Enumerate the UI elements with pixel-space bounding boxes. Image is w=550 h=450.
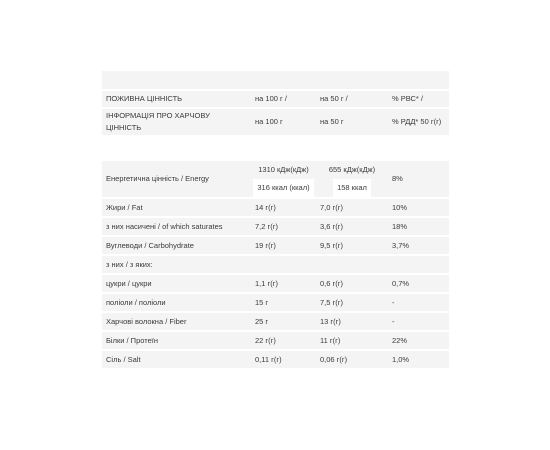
- table-row: [102, 161, 449, 199]
- table-spacer: [102, 137, 449, 161]
- table-cell: [316, 256, 388, 273]
- table-cell: [388, 256, 449, 273]
- header-cell: на 100 г /: [255, 94, 287, 103]
- table-cell: 10%: [392, 202, 408, 212]
- table-cell: [388, 71, 449, 89]
- table-cell: 0,6 г(г): [320, 278, 343, 288]
- table-row: [102, 256, 449, 275]
- table-cell: Сіль / Salt: [106, 354, 141, 364]
- table-row: [102, 351, 449, 370]
- table-cell: Вуглеводи / Carbohydrate: [106, 240, 194, 250]
- table-cell: 1,1 г(г): [255, 278, 278, 288]
- header-cell: ПОЖИВНА ЦІННІСТЬ: [106, 94, 183, 103]
- table-cell: цукри / цукри: [106, 278, 152, 288]
- table-cell: 3,7%: [392, 240, 410, 250]
- energy-kj: 655 кДж(кДж): [328, 165, 376, 174]
- table-cell: 18%: [392, 221, 408, 231]
- header-cell: на 100 г: [255, 117, 283, 126]
- table-header-row: [102, 109, 449, 137]
- table-cell: 19 г(г): [255, 240, 276, 250]
- table-cell: 22 г(г): [255, 335, 276, 345]
- table-cell: 0,06 г(г): [320, 354, 348, 364]
- table-cell: 7,0 г(г): [320, 202, 343, 212]
- table-row: [102, 294, 449, 313]
- header-cell: ІНФОРМАЦІЯ ПРО ХАРЧОВУ ЦІННІСТЬ: [106, 111, 210, 132]
- energy-kcal: 316 ккал (ккал): [253, 179, 313, 197]
- table-cell: -: [392, 297, 395, 307]
- table-row: [102, 199, 449, 218]
- nutrition-table: [102, 71, 449, 370]
- table-cell: 14 г(г): [255, 202, 276, 212]
- table-cell: [102, 71, 251, 89]
- header-cell: на 50 г /: [320, 94, 348, 103]
- table-cell: 0,7%: [392, 278, 410, 288]
- table-cell: 7,2 г(г): [255, 221, 278, 231]
- table-cell: поліоли / поліоли: [106, 297, 166, 307]
- table-cell: 7,5 г(г): [320, 297, 343, 307]
- table-cell: Білки / Протеїн: [106, 335, 159, 345]
- table-cell: 1,0%: [392, 354, 410, 364]
- table-cell: 15 г: [255, 297, 269, 307]
- header-cell: % РДД* 50 г(г): [392, 117, 442, 126]
- table-cell: 0,11 г(г): [255, 354, 282, 364]
- table-cell: Жири / Fat: [106, 202, 143, 212]
- table-header-row: [102, 91, 449, 109]
- table-cell: Енергетична цінність / Energy: [106, 174, 209, 183]
- table-cell: 9,5 г(г): [320, 240, 343, 250]
- table-cell: 22%: [392, 335, 408, 345]
- table-row: [102, 71, 449, 91]
- energy-kcal: 158 ккал: [333, 179, 371, 197]
- header-cell: на 50 г: [320, 117, 344, 126]
- table-cell: 25 г: [255, 316, 269, 326]
- table-cell: [251, 256, 316, 273]
- table-cell: [251, 161, 316, 197]
- table-row: [102, 313, 449, 332]
- table-cell: -: [392, 316, 395, 326]
- table-cell: Харчові волокна / Fiber: [106, 316, 187, 326]
- table-cell: 3,6 г(г): [320, 221, 343, 231]
- table-cell: [316, 71, 388, 89]
- header-cell: % РВС* /: [392, 94, 424, 103]
- table-row: [102, 237, 449, 256]
- table-row: [102, 275, 449, 294]
- table-cell: 13 г(г): [320, 316, 341, 326]
- table-cell: 11 г(г): [320, 335, 341, 345]
- table-row: [102, 332, 449, 351]
- table-cell: [251, 71, 316, 89]
- table-cell: з них / з яких:: [106, 259, 153, 269]
- energy-kj: 1310 кДж(кДж): [258, 165, 309, 174]
- table-row: [102, 218, 449, 237]
- table-cell: з них насичені / of which saturates: [106, 221, 223, 231]
- table-cell: 8%: [392, 174, 403, 183]
- table-cell: [316, 161, 388, 197]
